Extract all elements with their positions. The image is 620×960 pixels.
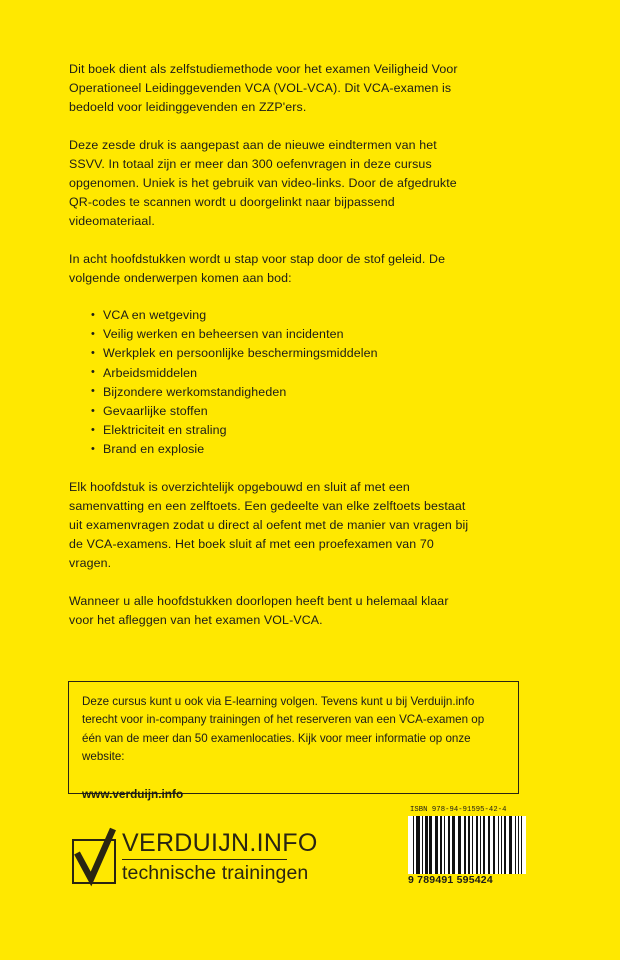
blurb-paragraph-2: Deze zesde druk is aangepast aan de nieuwe eindtermen van het SSVV. In totaal zijn er meer dan 300 oefenvragen in deze cursus opgenomen. Uniek is het gebruik van video-links. Door de afgedrukte QR-codes te scannen wordt u doorgelinkt naar bijpassend videomateriaal. xyxy=(69,137,457,229)
list-item: • Gevaarlijke stoffen xyxy=(91,402,469,421)
list-item: • Elektriciteit en straling xyxy=(91,421,469,440)
list-item: • Arbeidsmiddelen xyxy=(91,364,469,383)
logo-wordmark xyxy=(122,829,318,886)
website-url[interactable]: www.verduijn.info xyxy=(82,786,184,801)
blurb-paragraph-4: Elk hoofdstuk is overzichtelijk opgebouwd en sluit af met een samenvatting en een zelftoets. Een gedeelte van elke zelftoets bestaat uit examenvragen zodat u direct al oefent met de manier van vragen bij de VCA-examens. Het boek sluit af met een proefexamen van 70 vragen. xyxy=(69,479,469,571)
list-item: • VCA en wetgeving xyxy=(91,306,469,325)
list-item: • Veilig werken en beheersen van incidenten xyxy=(91,325,469,344)
publisher-logo xyxy=(72,829,318,891)
checkmark-box-icon xyxy=(72,839,116,884)
barcode-digits: 9 789491 595424 xyxy=(408,874,493,886)
logo-company-name: VERDUIJN.INFO xyxy=(122,829,287,860)
checkmark-icon xyxy=(69,827,125,889)
blurb-text-column xyxy=(69,60,469,648)
isbn-text: ISBN 978-94-91595-42-4 xyxy=(410,806,507,814)
list-item: • Bijzondere werkomstandigheden xyxy=(91,383,469,402)
elearning-info-box xyxy=(68,681,519,801)
blurb-paragraph-3: In acht hoofdstukken wordt u stap voor stap door de stof geleid. De volgende onderwerpen komen aan bod: xyxy=(69,251,446,285)
blurb-paragraph-1: Dit boek dient als zelfstudiemethode voor het examen Veiligheid Voor Operationeel Leidinggevenden VCA (VOL-VCA). Dit VCA-examen is bedoeld voor leidinggevenden en ZZP'ers. xyxy=(69,62,458,115)
logo-tagline: technische trainingen xyxy=(122,862,309,884)
list-item: • Werkplek en persoonlijke beschermingsmiddelen xyxy=(91,344,469,363)
topics-list xyxy=(69,306,469,460)
isbn-barcode-block xyxy=(408,806,526,892)
elearning-info-text: Deze cursus kunt u ook via E-learning volgen. Tevens kunt u bij Verduijn.info terecht voor in-company trainingen of het reserveren van een VCA-examen op één van de meer dan 50 examenlocaties. Kijk voor meer informatie op onze website: xyxy=(82,695,485,764)
barcode-bars xyxy=(408,816,526,874)
blurb-paragraph-5: Wanneer u alle hoofdstukken doorlopen heeft bent u helemaal klaar voor het afleggen van het examen VOL-VCA. xyxy=(69,593,449,627)
list-item: • Brand en explosie xyxy=(91,440,469,459)
